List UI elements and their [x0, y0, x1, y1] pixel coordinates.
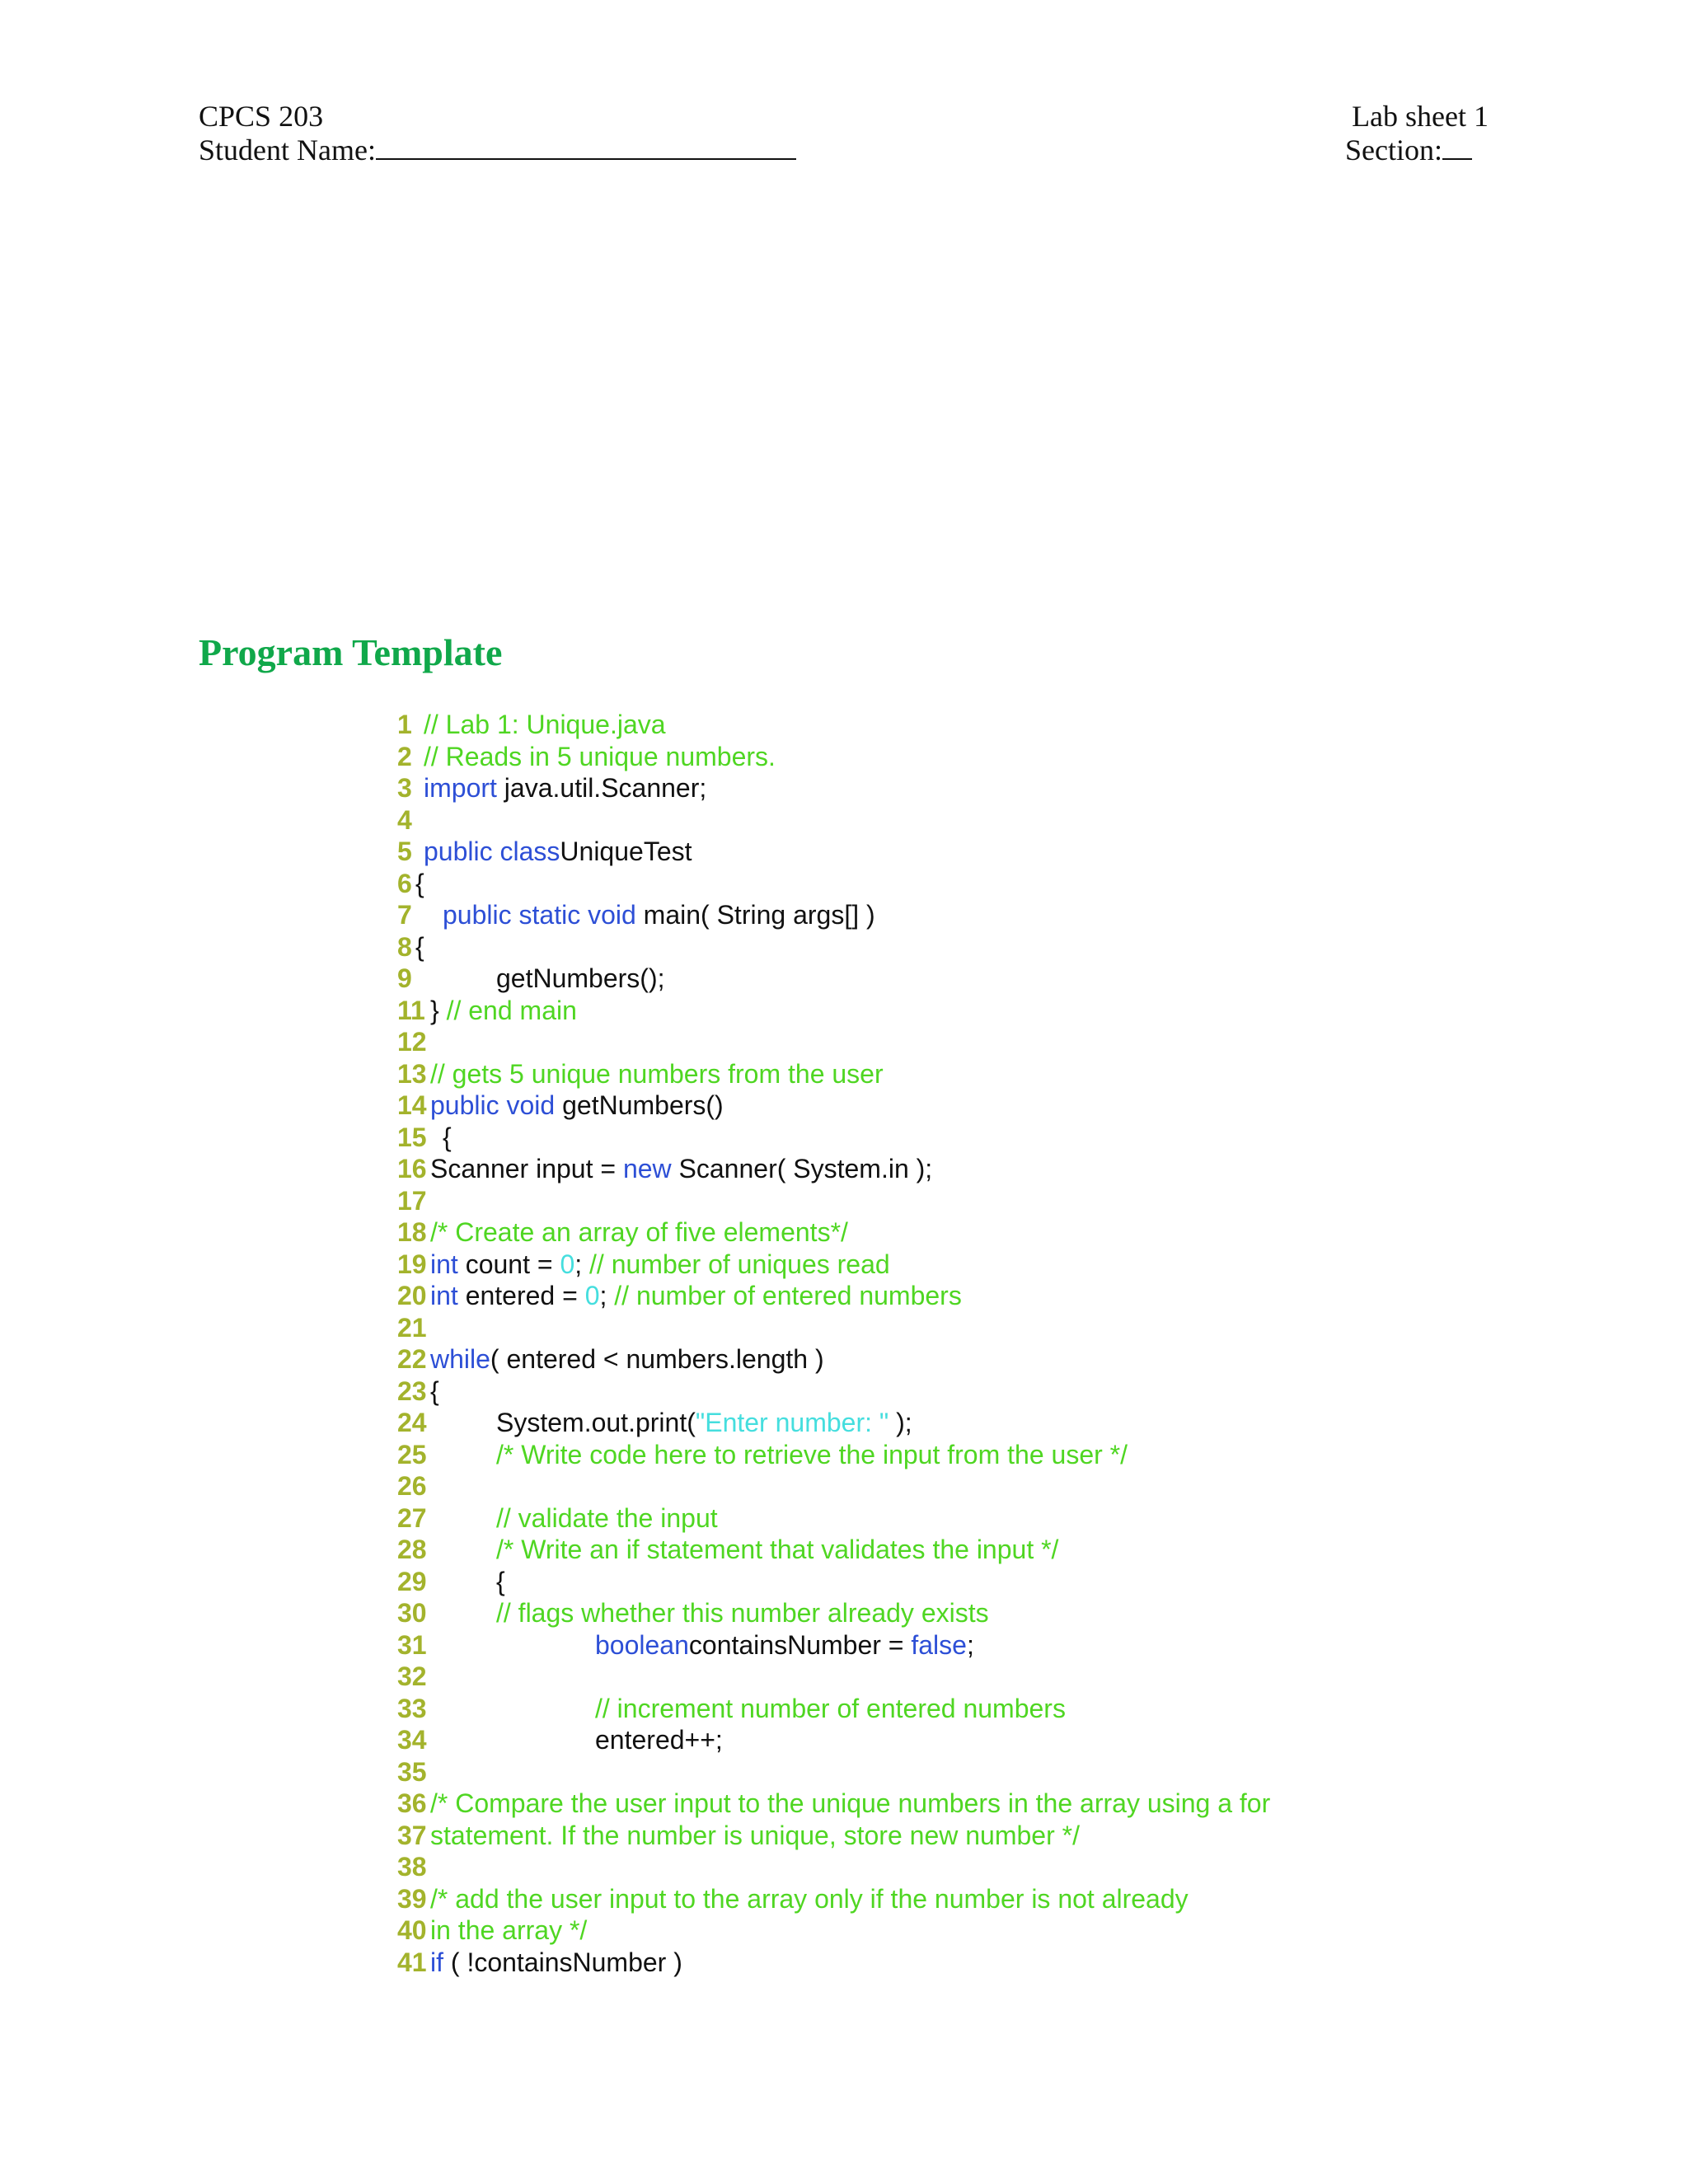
code-token-comment: in the array */ — [430, 1915, 588, 1945]
code-token-literal: 0 — [560, 1249, 575, 1279]
code-text — [424, 741, 776, 773]
code-line — [397, 1693, 1066, 1725]
code-line — [397, 963, 665, 995]
code-line — [397, 1788, 1271, 1820]
code-text — [430, 1820, 1080, 1852]
student-name-label: Student Name: — [199, 134, 376, 166]
code-line — [397, 1153, 933, 1185]
code-line — [397, 1312, 427, 1344]
line-number: 26 — [397, 1471, 427, 1501]
code-text — [415, 868, 424, 900]
code-line — [397, 804, 427, 837]
code-line — [397, 1502, 718, 1535]
code-text — [595, 1693, 1066, 1725]
line-number: 5 — [397, 837, 420, 866]
line-number: 41 — [397, 1947, 427, 1977]
code-text — [496, 1566, 505, 1598]
line-number: 36 — [397, 1788, 427, 1818]
line-number: 25 — [397, 1439, 427, 1469]
code-line — [397, 1851, 427, 1883]
code-token-keyword: import — [424, 773, 497, 803]
code-line — [397, 1216, 848, 1249]
code-line — [397, 1407, 912, 1439]
code-line — [397, 1280, 962, 1312]
code-text — [443, 899, 875, 931]
section-blank — [1442, 134, 1472, 160]
student-name-blank — [376, 134, 796, 160]
code-line — [397, 899, 875, 931]
code-token-plain: entered++; — [595, 1725, 723, 1755]
code-line — [397, 995, 577, 1027]
line-number: 4 — [397, 804, 412, 835]
code-token-plain: System.out.print( — [496, 1408, 696, 1437]
code-token-plain: containsNumber = — [688, 1629, 912, 1660]
line-number: 30 — [397, 1598, 427, 1628]
code-line — [397, 1820, 1080, 1852]
code-text — [496, 1502, 718, 1535]
code-text — [415, 931, 424, 963]
code-text — [430, 995, 577, 1027]
code-token-keyword: new — [622, 1154, 672, 1183]
line-number: 32 — [397, 1661, 427, 1691]
student-name-line — [199, 133, 796, 167]
course-code: CPCS 203 — [199, 100, 324, 133]
code-token-comment: // Lab 1: Unique.java — [424, 710, 666, 739]
code-text — [496, 1439, 1128, 1471]
code-line — [397, 1376, 439, 1408]
line-number: 23 — [397, 1376, 427, 1406]
code-text — [430, 1947, 682, 1979]
code-line — [397, 1122, 452, 1154]
code-line — [397, 1026, 427, 1058]
code-token-plain: UniqueTest — [560, 837, 692, 866]
code-line — [397, 1661, 427, 1693]
line-number: 22 — [397, 1344, 427, 1374]
code-text — [443, 1122, 452, 1154]
code-token-plain: ); — [889, 1408, 912, 1437]
code-line — [397, 772, 707, 804]
code-line — [397, 1249, 890, 1281]
line-number: 3 — [397, 773, 420, 803]
code-line — [397, 1724, 723, 1756]
line-number: 38 — [397, 1852, 427, 1882]
code-token-keyword: public class — [424, 837, 560, 866]
code-text — [496, 963, 665, 995]
code-line — [397, 1597, 989, 1629]
code-token-plain: { — [415, 931, 424, 962]
code-line — [397, 931, 427, 963]
line-number: 33 — [397, 1693, 427, 1723]
code-token-comment: // gets 5 unique numbers from the user — [430, 1058, 884, 1089]
code-token-plain: ( !containsNumber ) — [443, 1947, 682, 1977]
code-line — [397, 1090, 724, 1122]
code-token-plain: ( entered < numbers.length ) — [490, 1344, 824, 1374]
code-text — [496, 1597, 989, 1629]
lab-sheet-label: Lab sheet 1 — [1352, 100, 1489, 133]
code-token-comment: // number of entered numbers — [614, 1281, 962, 1310]
code-token-plain: count = — [457, 1249, 560, 1279]
line-number: 7 — [397, 900, 412, 930]
line-number: 16 — [397, 1154, 427, 1183]
code-token-plain: ; — [966, 1629, 974, 1660]
line-number: 29 — [397, 1566, 427, 1596]
line-number: 24 — [397, 1408, 427, 1437]
code-text — [595, 1724, 723, 1756]
code-token-keyword: public void — [430, 1090, 556, 1120]
code-text — [430, 1788, 1270, 1820]
line-number: 40 — [397, 1915, 427, 1945]
code-text — [430, 1058, 884, 1090]
line-number: 15 — [397, 1122, 427, 1152]
line-number: 9 — [397, 963, 412, 993]
code-token-keyword: int — [430, 1249, 458, 1279]
line-number: 14 — [397, 1090, 427, 1120]
code-token-comment: // Reads in 5 unique numbers. — [424, 741, 776, 771]
line-number: 37 — [397, 1820, 427, 1850]
line-number: 28 — [397, 1535, 427, 1564]
section-label: Section: — [1345, 134, 1442, 166]
line-number: 2 — [397, 741, 420, 771]
code-token-comment: /* Write an if statement that validates the input */ — [496, 1535, 1059, 1564]
code-token-comment: // number of uniques read — [589, 1249, 890, 1279]
code-text — [595, 1629, 974, 1661]
code-line — [397, 1058, 884, 1090]
code-text — [430, 1915, 587, 1947]
code-token-plain: { — [415, 868, 424, 898]
code-token-comment: /* Create an array of five elements*/ — [430, 1217, 848, 1247]
code-token-plain: java.util.Scanner; — [496, 773, 707, 803]
line-number: 8 — [397, 931, 412, 962]
code-token-literal: "Enter number: " — [695, 1408, 889, 1437]
line-number: 20 — [397, 1281, 427, 1310]
code-token-plain: } — [430, 995, 447, 1025]
code-text — [496, 1407, 912, 1439]
code-token-comment: // increment number of entered numbers — [595, 1693, 1066, 1723]
section-line — [1345, 133, 1472, 167]
code-token-keyword: boolean — [595, 1629, 689, 1660]
code-token-plain: { — [496, 1566, 505, 1596]
code-token-plain: Scanner( System.in ); — [671, 1154, 933, 1183]
code-token-keyword: while — [430, 1344, 490, 1374]
code-token-keyword: if — [430, 1947, 443, 1977]
code-line — [397, 1947, 682, 1979]
line-number: 13 — [397, 1058, 427, 1089]
code-token-comment: /* Compare the user input to the unique numbers in the array using a for — [430, 1788, 1271, 1818]
code-token-plain: entered = — [457, 1281, 585, 1310]
code-line — [397, 1756, 427, 1788]
code-token-comment: // end main — [446, 995, 577, 1025]
line-number: 11 — [397, 995, 425, 1025]
code-token-keyword: false — [911, 1629, 967, 1660]
code-text — [430, 1090, 724, 1122]
code-line — [397, 1470, 427, 1502]
code-text — [496, 1534, 1058, 1566]
code-text — [430, 1343, 824, 1376]
code-token-keyword: public static void — [443, 900, 636, 930]
line-number: 39 — [397, 1883, 427, 1914]
line-number: 12 — [397, 1027, 427, 1057]
code-line — [397, 741, 776, 773]
code-token-plain: { — [430, 1376, 439, 1406]
code-token-comment: /* Write code here to retrieve the input from the user */ — [496, 1439, 1128, 1469]
code-line — [397, 1534, 1059, 1566]
section-title: Program Template — [199, 631, 503, 673]
code-text — [430, 1883, 1189, 1915]
code-token-comment: // flags whether this number already exists — [496, 1598, 989, 1628]
line-number: 35 — [397, 1756, 427, 1787]
code-token-plain: getNumbers() — [555, 1090, 724, 1120]
code-line — [397, 836, 692, 868]
code-token-plain: getNumbers(); — [496, 963, 665, 993]
code-token-plain: { — [443, 1122, 452, 1152]
line-number: 34 — [397, 1725, 427, 1755]
code-token-literal: 0 — [584, 1281, 600, 1310]
code-text — [430, 1280, 962, 1312]
line-number: 19 — [397, 1249, 427, 1279]
code-line — [397, 1915, 588, 1947]
code-text — [430, 1153, 932, 1185]
code-token-comment: statement. If the number is unique, store new number */ — [430, 1820, 1080, 1850]
code-line — [397, 1883, 1189, 1915]
code-token-comment: /* add the user input to the array only if the number is not already — [430, 1883, 1189, 1914]
code-text — [430, 1249, 890, 1281]
code-line — [397, 868, 427, 900]
code-line — [397, 1343, 824, 1376]
code-line — [397, 1439, 1128, 1471]
code-token-plain: Scanner input = — [430, 1154, 623, 1183]
code-line — [397, 1566, 505, 1598]
line-number: 6 — [397, 868, 412, 898]
code-text — [424, 836, 692, 868]
line-number: 27 — [397, 1502, 427, 1533]
code-text — [424, 772, 706, 804]
code-listing — [397, 709, 1271, 1978]
line-number: 17 — [397, 1185, 427, 1216]
code-token-plain: ; — [574, 1249, 590, 1279]
code-line — [397, 709, 666, 741]
code-token-comment: // validate the input — [496, 1502, 718, 1533]
code-text — [430, 1376, 439, 1408]
line-number: 1 — [397, 710, 420, 739]
code-token-plain: main( String args[] ) — [635, 900, 875, 930]
line-number: 31 — [397, 1629, 427, 1660]
code-line — [397, 1629, 974, 1661]
code-text — [424, 709, 666, 741]
line-number: 18 — [397, 1217, 427, 1247]
code-token-plain: ; — [599, 1281, 615, 1310]
code-text — [430, 1216, 848, 1249]
line-number: 21 — [397, 1312, 427, 1343]
code-line — [397, 1185, 427, 1217]
code-token-keyword: int — [430, 1281, 458, 1310]
